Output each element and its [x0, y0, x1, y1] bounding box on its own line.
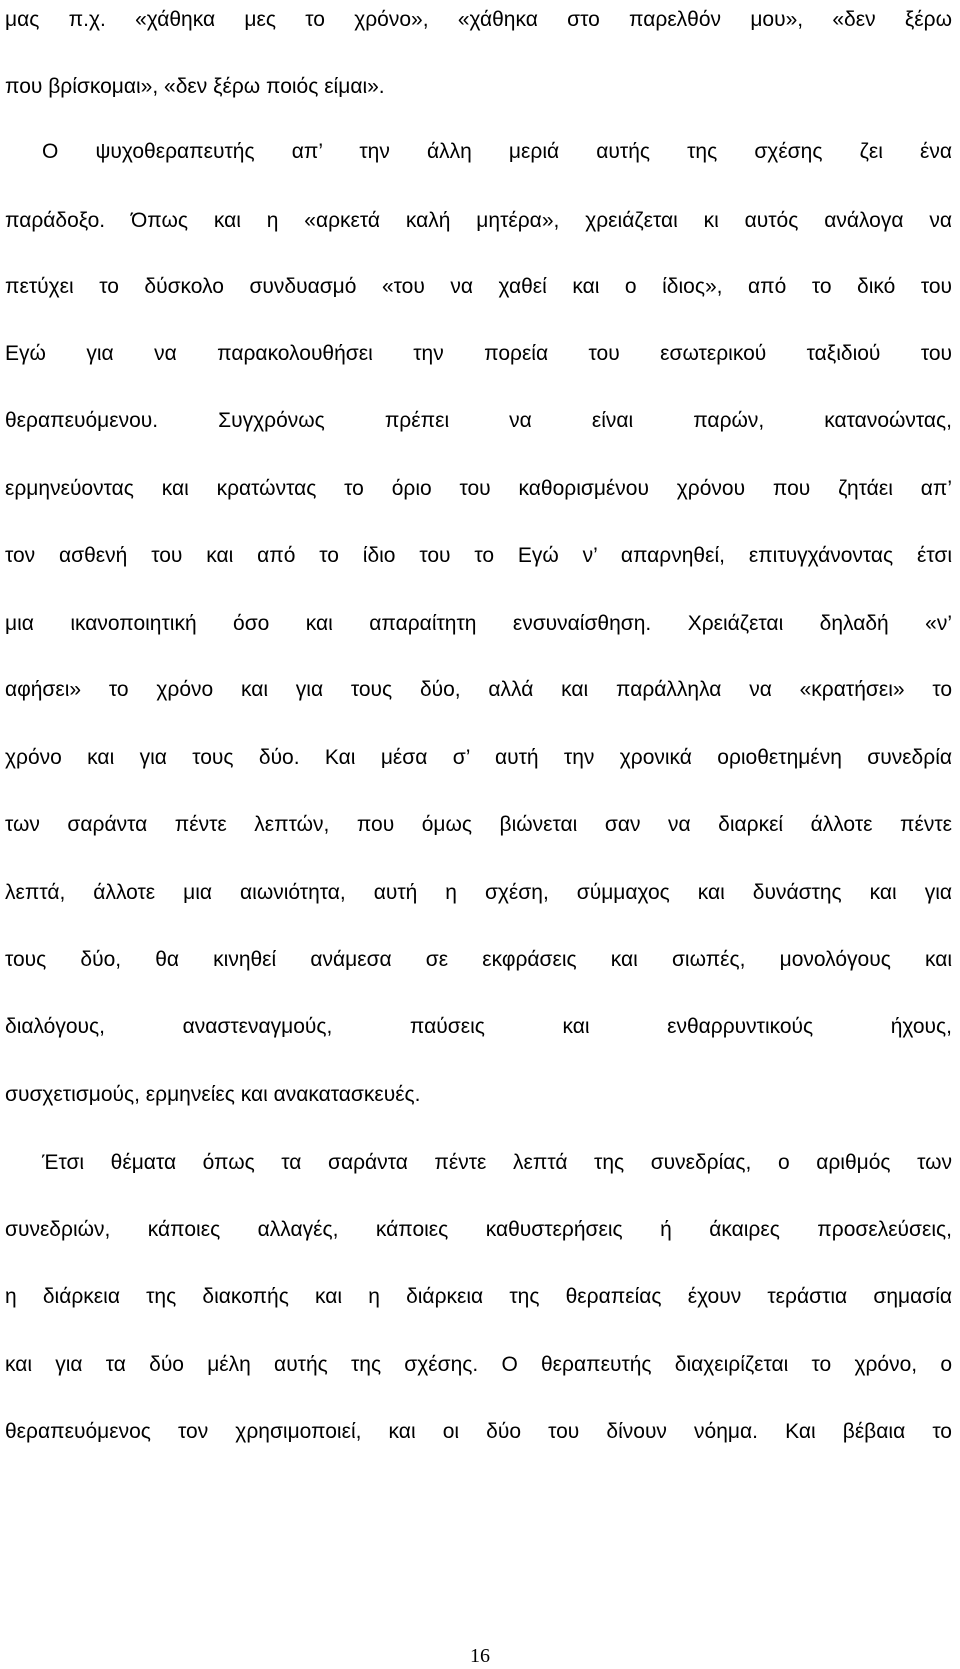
text-line: που βρίσκομαι», «δεν ξέρω ποιός είμαι». — [5, 75, 385, 98]
text-line: και για τα δύο μέλη αυτής της σχέσης. Ο θεραπευτής διαχειρίζεται το χρόνο, ο — [5, 1353, 952, 1376]
text-line: Εγώ για να παρακολουθήσει την πορεία του εσωτερικού ταξιδιού του — [5, 342, 952, 365]
text-line: παράδοξο. Όπως και η «αρκετά καλή μητέρα», χρειάζεται κι αυτός ανάλογα να — [5, 209, 952, 232]
text-line: μας π.χ. «χάθηκα μες το χρόνο», «χάθηκα στο παρελθόν μου», «δεν ξέρω — [5, 8, 952, 31]
text-line: των σαράντα πέντε λεπτών, που όμως βιώνεται σαν να διαρκεί άλλοτε πέντε — [5, 813, 952, 836]
text-line: διαλόγους, αναστεναγμούς, παύσεις και ενθαρρυντικούς ήχους, — [5, 1015, 952, 1038]
text-line: η διάρκεια της διακοπής και η διάρκεια της θεραπείας έχουν τεράστια σημασία — [5, 1285, 952, 1308]
text-line: συνεδριών, κάποιες αλλαγές, κάποιες καθυστερήσεις ή άκαιρες προσελεύσεις, — [5, 1218, 952, 1241]
text-line: τον ασθενή του και από το ίδιο του το Εγώ ν’ απαρνηθεί, επιτυγχάνοντας έτσι — [5, 544, 952, 567]
text-line: αφήσει» το χρόνο και για τους δύο, αλλά και παράλληλα να «κρατήσει» το — [5, 678, 952, 701]
page-number: 16 — [470, 1645, 490, 1667]
text-line: πετύχει το δύσκολο συνδυασμό «του να χαθεί και ο ίδιος», από το δικό του — [5, 275, 952, 298]
text-line: χρόνο και για τους δύο. Και μέσα σ’ αυτή την χρονικά οριοθετημένη συνεδρία — [5, 746, 952, 769]
text-line: μια ικανοποιητική όσο και απαραίτητη ενσυναίσθηση. Χρειάζεται δηλαδή «ν’ — [5, 612, 952, 635]
text-line: θεραπευόμενος τον χρησιμοποιεί, και οι δύο του δίνουν νόημα. Και βέβαια το — [5, 1420, 952, 1443]
text-line: Έτσι θέματα όπως τα σαράντα πέντε λεπτά της συνεδρίας, ο αριθμός των — [42, 1151, 952, 1174]
text-line: θεραπευόμενου. Συγχρόνως πρέπει να είναι παρών, κατανοώντας, — [5, 409, 952, 432]
text-line: τους δύο, θα κινηθεί ανάμεσα σε εκφράσεις και σιωπές, μονολόγους και — [5, 948, 952, 971]
text-line: Ο ψυχοθεραπευτής απ’ την άλλη μεριά αυτής της σχέσης ζει ένα — [42, 140, 952, 163]
text-line: λεπτά, άλλοτε μια αιωνιότητα, αυτή η σχέση, σύμμαχος και δυνάστης και για — [5, 881, 952, 904]
text-line: ερμηνεύοντας και κρατώντας το όριο του καθορισμένου χρόνου που ζητάει απ’ — [5, 477, 952, 500]
text-line: συσχετισμούς, ερμηνείες και ανακατασκευές. — [5, 1083, 421, 1106]
